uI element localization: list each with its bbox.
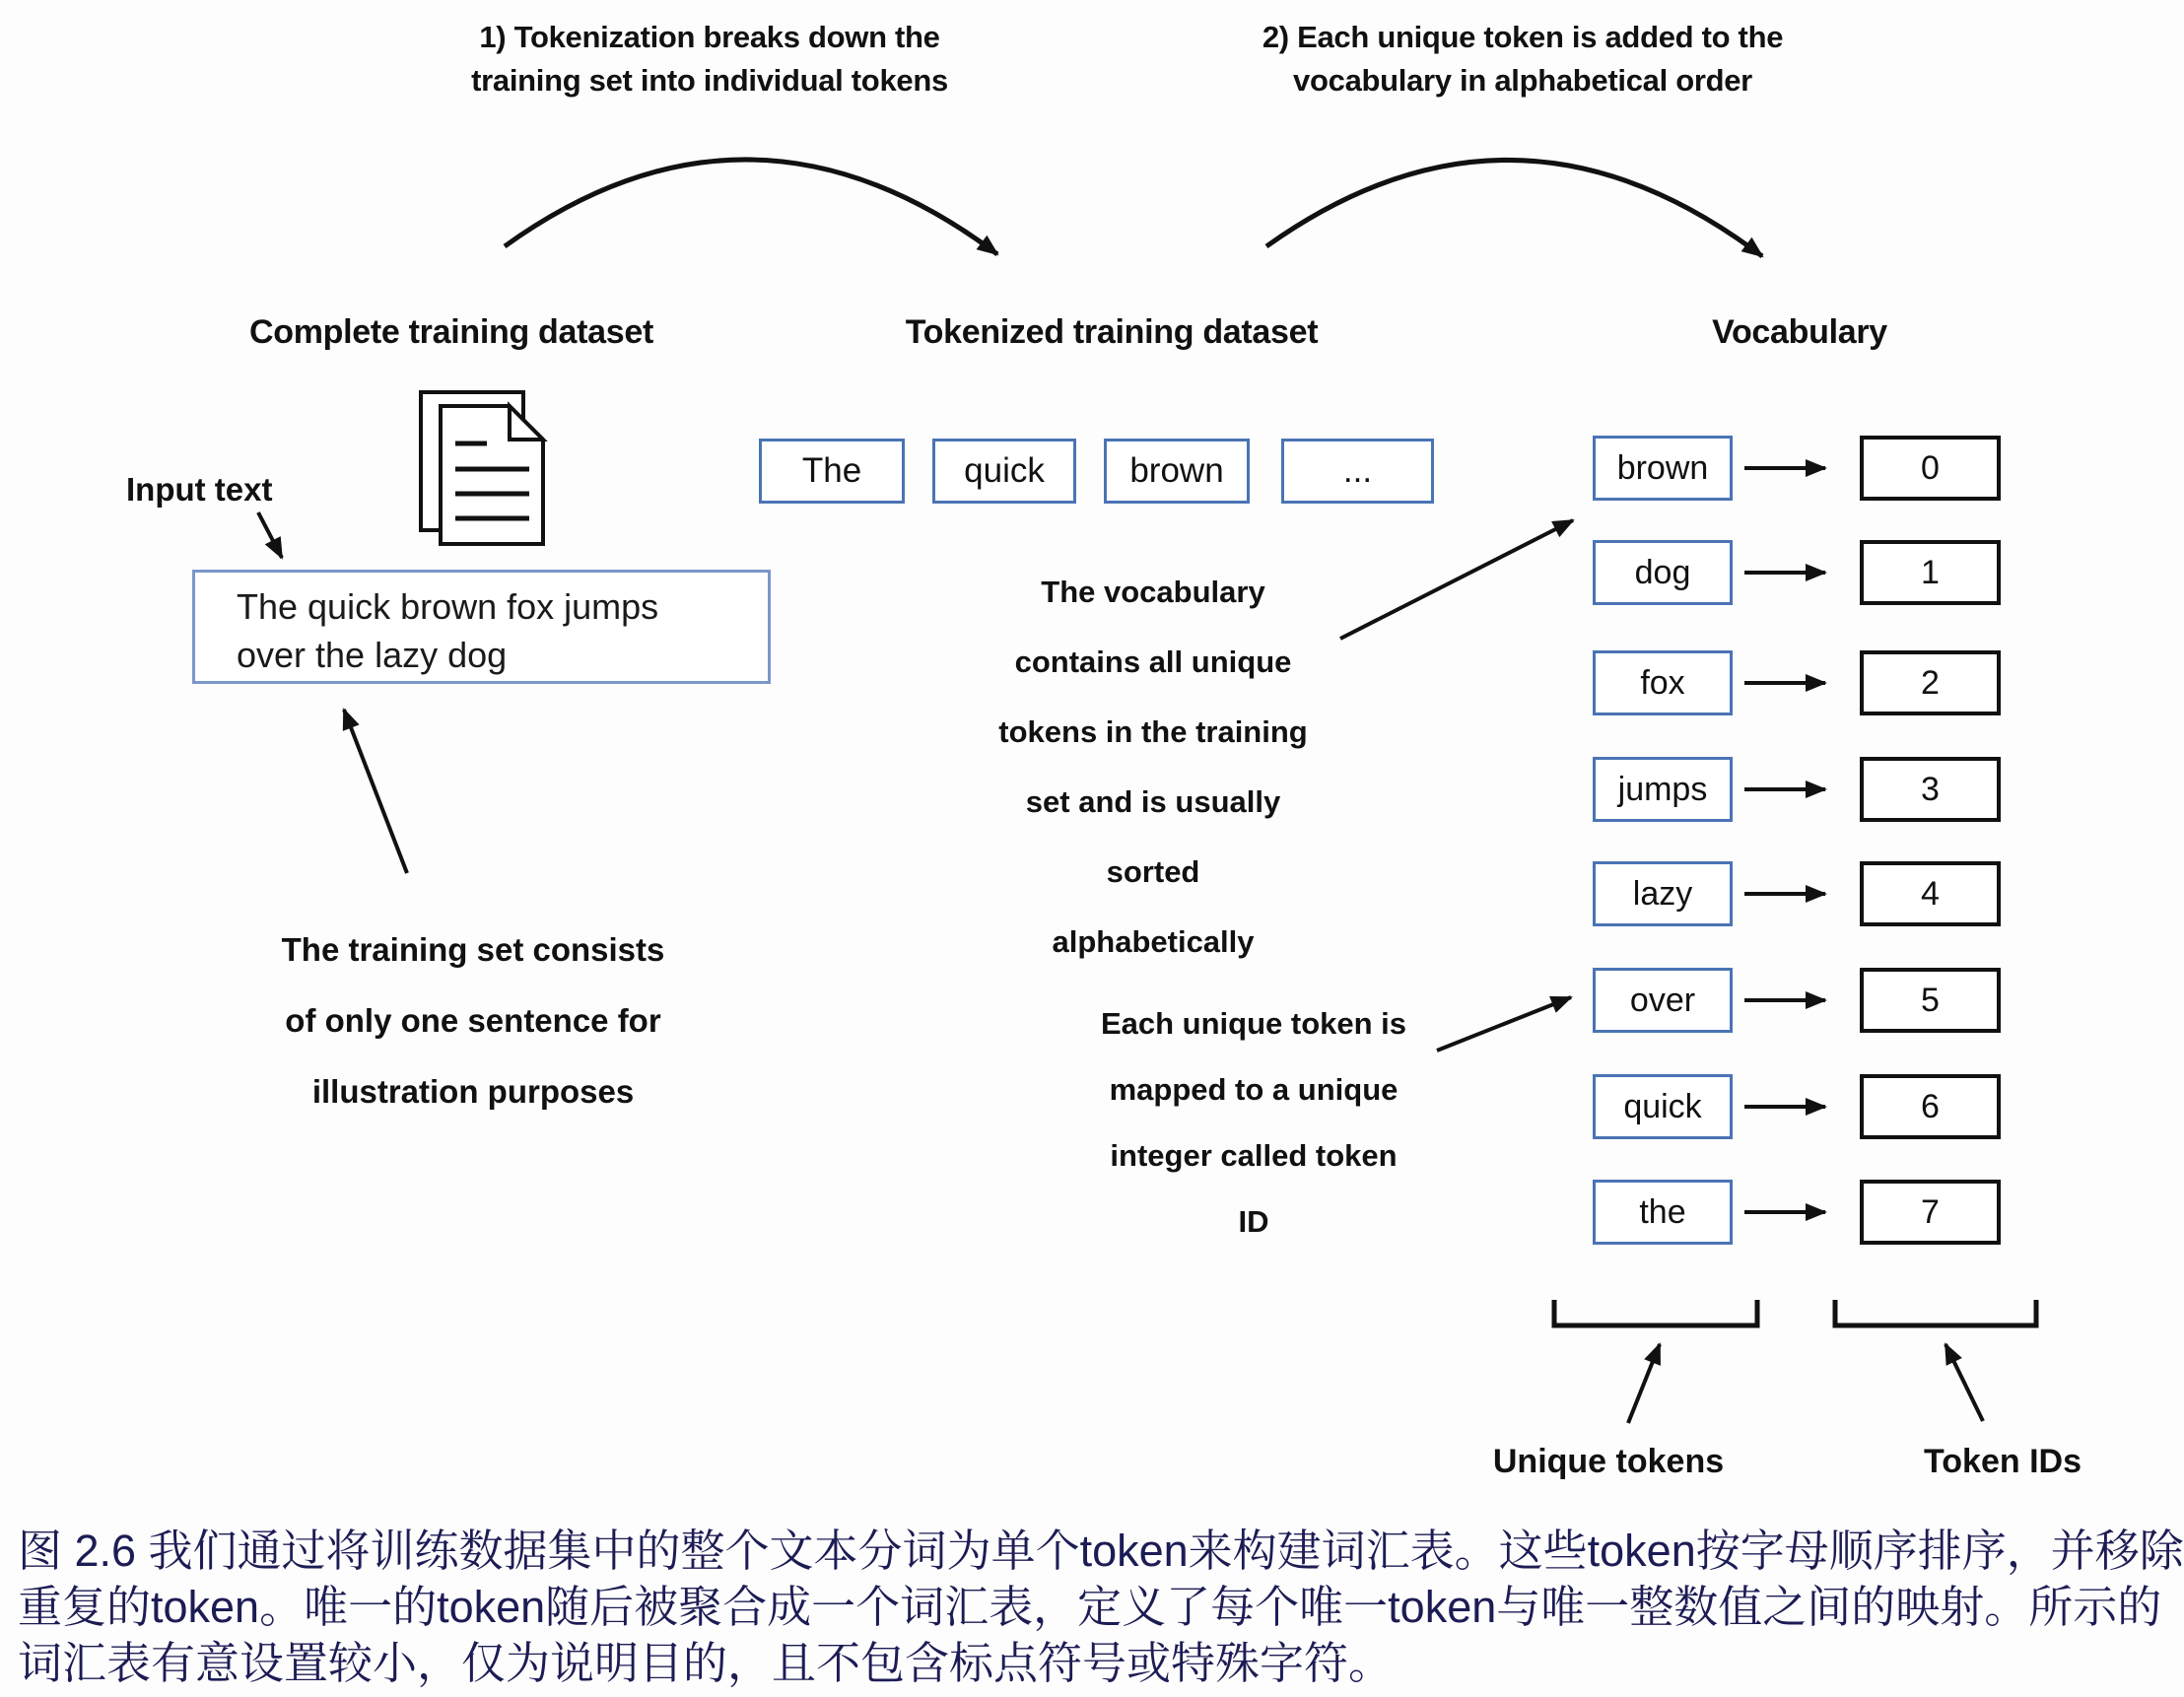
vocab-token-box: brown [1593, 436, 1733, 501]
vocab-id-box: 0 [1860, 436, 2001, 501]
token-id-note-line: Each unique token is [1100, 1006, 1407, 1041]
token-id-note-line: mapped to a unique [1109, 1072, 1399, 1107]
header-tokenized-training-dataset: Tokenized training dataset [905, 313, 1319, 351]
header-complete-training-dataset: Complete training dataset [248, 313, 654, 351]
vocab-row-arrows [1744, 468, 1825, 1212]
vocab-id-box: 7 [1860, 1180, 2001, 1245]
vocab-id-box: 1 [1860, 540, 2001, 605]
vocab-id-box: 6 [1860, 1074, 2001, 1139]
vocab-id-box: 4 [1860, 861, 2001, 926]
vocab-id-box: 2 [1860, 650, 2001, 715]
unique-tokens-arrow [1628, 1344, 1660, 1423]
step2-note [1263, 16, 1783, 102]
step1-note-line1: 1) Tokenization breaks down the [479, 20, 940, 54]
vocab-note-line: set and is usually [1025, 784, 1281, 819]
step2-note-line2: vocabulary in alphabetical order [1293, 63, 1752, 98]
token-chip: The [759, 439, 905, 504]
vocab-note-line: contains all unique [1014, 645, 1292, 679]
input-text-arrow [258, 512, 282, 558]
caption-line3: 词汇表有意设置较小，仅为说明目的，且不包含标点符号或特殊字符。 [18, 1638, 1394, 1688]
vocab-token-box: jumps [1593, 757, 1733, 822]
vocab-note-line: tokens in the training [998, 714, 1308, 749]
step2-curved-arrow [1266, 160, 1762, 256]
input-text-box [192, 570, 771, 684]
step1-curved-arrow [505, 160, 997, 254]
training-set-note-line1: The training set consists [281, 931, 665, 968]
vocab-token-box: lazy [1593, 861, 1733, 926]
input-text-line1: The quick brown fox jumps [237, 586, 659, 627]
token-chip: quick [932, 439, 1076, 504]
step2-note-line1: 2) Each unique token is added to the [1262, 20, 1784, 54]
header-vocabulary: Vocabulary [1712, 313, 1887, 351]
training-set-note-line3: illustration purposes [311, 1073, 635, 1110]
input-text-label: Input text [126, 471, 273, 508]
token-chip: ... [1281, 439, 1434, 504]
token-id-note [1101, 990, 1406, 1255]
vocab-note-line: The vocabulary [1041, 575, 1265, 609]
vocab-token-box: fox [1593, 650, 1733, 715]
training-set-note-line2: of only one sentence for [285, 1002, 661, 1039]
vocab-note-line: alphabetically [1052, 924, 1255, 959]
token-chip: brown [1104, 439, 1250, 504]
token-ids-bracket [1835, 1300, 2036, 1325]
vocab-note [998, 557, 1307, 977]
token-ids-label: Token IDs [1924, 1443, 2082, 1480]
unique-tokens-bracket [1554, 1300, 1757, 1325]
training-set-note [282, 915, 665, 1127]
step1-note [471, 16, 948, 102]
token-id-note-line: integer called token [1110, 1138, 1398, 1173]
vocab-note-line: sorted [1106, 854, 1200, 889]
step1-note-line2: training set into individual tokens [471, 63, 948, 98]
vocab-note-arrow [1340, 520, 1573, 639]
vocab-token-box: dog [1593, 540, 1733, 605]
figure-caption [18, 1523, 2184, 1691]
token-id-note-line: ID [1238, 1204, 1269, 1239]
token-ids-arrow [1945, 1344, 1983, 1421]
vocab-token-box: quick [1593, 1074, 1733, 1139]
training-note-arrow [344, 710, 407, 873]
vocab-token-box: the [1593, 1180, 1733, 1245]
document-icon [421, 392, 543, 544]
caption-line1: 图 2.6 我们通过将训练数据集中的整个文本分词为单个token来构建词汇表。这些token按字母顺序排序，并移除 [18, 1526, 2184, 1576]
unique-tokens-label: Unique tokens [1492, 1443, 1725, 1480]
vocab-id-box: 3 [1860, 757, 2001, 822]
token-id-note-arrow [1437, 997, 1571, 1051]
vocab-id-box: 5 [1860, 968, 2001, 1033]
caption-line2: 重复的token。唯一的token随后被聚合成一个词汇表，定义了每个唯一token与唯一整数值之间的映射。所示的 [18, 1582, 2162, 1632]
input-text-line2: over the lazy dog [237, 635, 508, 675]
vocab-token-box: over [1593, 968, 1733, 1033]
